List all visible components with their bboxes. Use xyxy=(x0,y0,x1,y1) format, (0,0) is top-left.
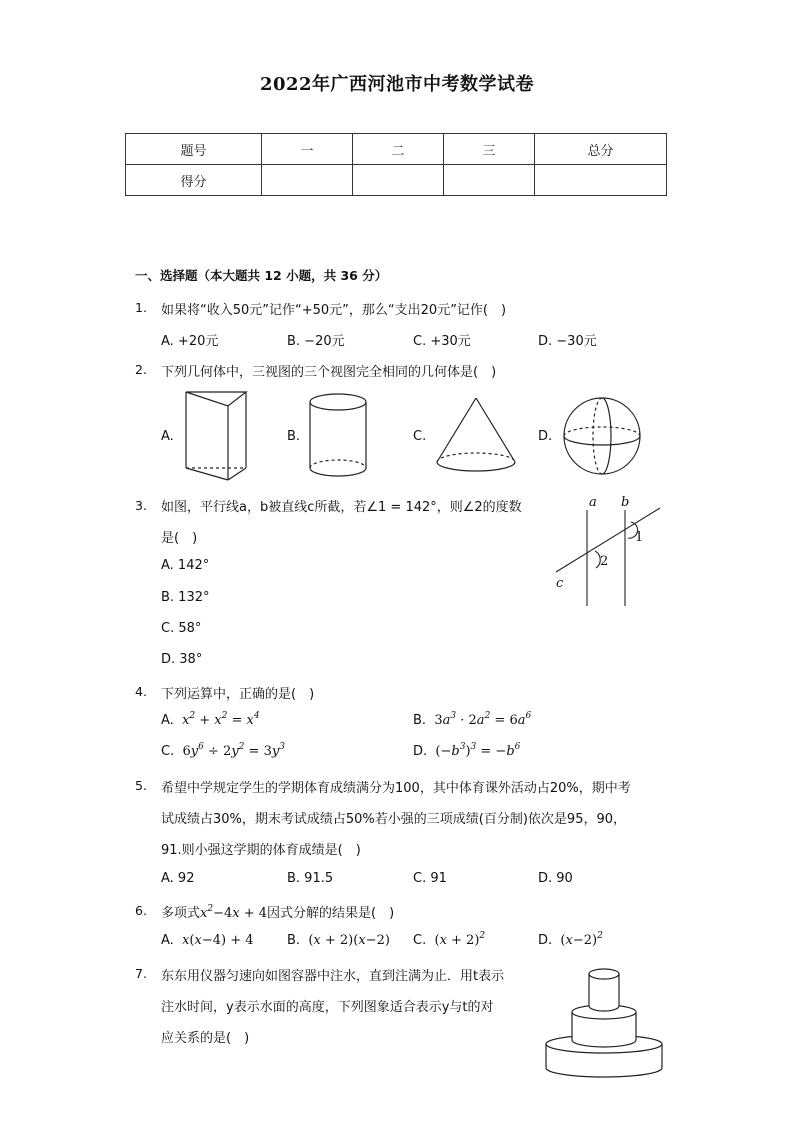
option-b: B. 132° xyxy=(161,590,210,605)
option-c-formula: $(x + 2)^2$ xyxy=(434,931,486,948)
option-a: A. 92 xyxy=(161,871,195,886)
option-c: C. xyxy=(413,429,427,444)
line-c-label: c xyxy=(556,576,564,591)
question-text: 如果将“收入50元”记作“+50元”，那么“支出20元”记作( ) xyxy=(161,303,507,318)
question-text xyxy=(161,902,394,921)
option-a xyxy=(161,933,254,948)
question-text-pre: 多项式 xyxy=(161,906,201,921)
score-cell[interactable] xyxy=(262,165,353,196)
option-d xyxy=(413,744,520,759)
question-text-line2: 试成绩占30%，期末考试成绩占50%若小强的三项成绩(百分制)依次是95，90， xyxy=(161,812,627,827)
question-number: 3. xyxy=(135,498,147,513)
option-b xyxy=(413,713,531,728)
option-a: A. xyxy=(161,429,174,444)
cone-figure xyxy=(434,396,518,476)
score-table-score-row xyxy=(126,165,667,196)
option-b xyxy=(287,933,390,948)
option-c: C. +30元 xyxy=(413,334,471,349)
option-b: B. −20元 xyxy=(287,334,345,349)
question-number: 2. xyxy=(135,362,147,377)
score-header-cell: 一 xyxy=(262,134,353,165)
question-text-line3: 91.则小强这学期的体育成绩是( ) xyxy=(161,843,361,858)
question-text-line1: 希望中学规定学生的学期体育成绩满分为100，其中体育课外活动占20%，期中考 xyxy=(161,781,631,796)
score-row-label: 得分 xyxy=(126,165,262,196)
option-d: D. xyxy=(538,429,553,444)
option-b-formula: (x + 2)(x−2) xyxy=(308,933,390,948)
option-b: B. xyxy=(287,429,301,444)
stacked-cylinder-container-figure xyxy=(543,964,665,1082)
score-header-cell: 题号 xyxy=(126,134,262,165)
option-label: A. xyxy=(161,713,174,728)
option-a xyxy=(161,713,260,728)
option-label: B. xyxy=(413,713,427,728)
option-b-formula: $3a^3 \cdot 2a^2 = 6a^6$ xyxy=(434,711,532,728)
angle-1-label: 1 xyxy=(635,530,644,545)
question-text-line1: 东东用仪器匀速向如图容器中注水，直到注满为止．用t表示 xyxy=(161,969,505,984)
question-text-post: 因式分解的结果是( ) xyxy=(267,906,395,921)
triangular-prism-figure xyxy=(182,388,252,484)
parallel-lines-figure xyxy=(548,496,668,608)
option-d: D. 38° xyxy=(161,652,203,667)
option-a-formula: $x^2 + x^2 = x^4$ xyxy=(182,711,260,728)
option-label: C. xyxy=(413,933,427,948)
option-label: D. xyxy=(413,744,428,759)
question-number: 7. xyxy=(135,966,147,981)
score-header-cell: 三 xyxy=(444,134,535,165)
option-c xyxy=(161,744,285,759)
sphere-figure xyxy=(562,394,642,480)
question-text-line1: 如图，平行线a，b被直线c所截，若∠1 = 142°，则∠2的度数 xyxy=(161,500,522,515)
option-label: D. xyxy=(538,933,553,948)
question-text-line2: 是( ) xyxy=(161,531,198,546)
score-cell[interactable] xyxy=(535,165,667,196)
option-label: B. xyxy=(287,933,301,948)
option-d: D. 90 xyxy=(538,871,573,886)
question-number: 4. xyxy=(135,684,147,699)
score-table xyxy=(125,133,667,196)
option-a: A. +20元 xyxy=(161,334,219,349)
cylinder-figure xyxy=(306,392,370,482)
option-d-formula: $(-b^3)^3 = -b^6$ xyxy=(435,742,521,759)
score-header-cell: 二 xyxy=(353,134,444,165)
score-cell[interactable] xyxy=(353,165,444,196)
question-text: 下列运算中，正确的是( ) xyxy=(161,687,315,702)
polynomial-formula: $x^2-4x + 4$ xyxy=(200,904,268,921)
option-c: C. 91 xyxy=(413,871,447,886)
question-number: 1. xyxy=(135,300,147,315)
option-b: B. 91.5 xyxy=(287,871,334,886)
section-heading: 一、选择题（本大题共 12 小题，共 36 分） xyxy=(135,268,388,283)
option-a: A. 142° xyxy=(161,558,210,573)
score-cell[interactable] xyxy=(444,165,535,196)
line-b-label: b xyxy=(621,495,630,510)
option-a-formula: x(x−4) + 4 xyxy=(182,933,254,948)
option-c xyxy=(413,933,485,948)
question-text: 下列几何体中，三视图的三个视图完全相同的几何体是( ) xyxy=(161,365,497,380)
option-label: C. xyxy=(161,744,175,759)
option-c: C. 58° xyxy=(161,621,202,636)
line-a-label: a xyxy=(589,495,597,510)
question-number: 5. xyxy=(135,778,147,793)
option-c-formula: $6y^6 \div 2y^2 = 3y^3$ xyxy=(182,742,285,759)
option-d-formula: $(x-2)^2$ xyxy=(560,931,603,948)
question-text-line3: 应关系的是( ) xyxy=(161,1031,250,1046)
question-number: 6. xyxy=(135,903,147,918)
score-table-header-row xyxy=(126,134,667,165)
angle-2-label: 2 xyxy=(600,554,609,569)
option-label: A. xyxy=(161,933,174,948)
option-d: D. −30元 xyxy=(538,334,597,349)
score-header-cell: 总分 xyxy=(535,134,667,165)
option-d xyxy=(538,933,603,948)
exam-title: 2022年广西河池市中考数学试卷 xyxy=(259,74,535,95)
question-text-line2: 注水时间，y表示水面的高度，下列图象适合表示y与t的对 xyxy=(161,1000,494,1015)
